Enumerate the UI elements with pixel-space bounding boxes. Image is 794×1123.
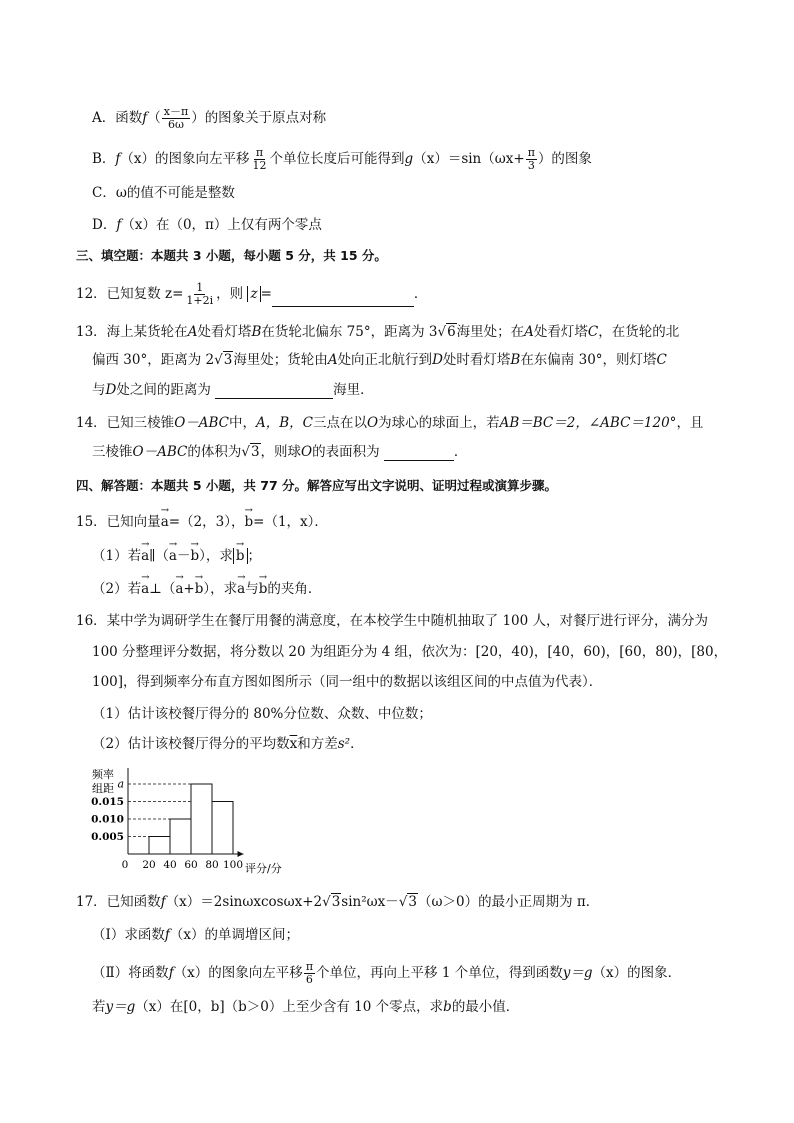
q11-option-d: D．f（x）在（0，π）上仅有两个零点 [92,217,322,233]
q11-option-b: B．f（x）的图象向左平移 $\frac{\pi}{12}$ 个单位长度后可能得到g（x）＝sin（ωx+ $\frac{\pi}{3}$ ）的图象 [92,146,592,172]
question-16-part-1: （1）估计该校餐厅得分的 80%分位数、众数、中位数； [92,706,432,722]
x-axis-label: 评分/分 [245,862,282,875]
fraction: $\frac{1}{1+2i}$ [186,281,214,307]
sqrt: √3 [214,352,233,368]
q11-option-a: A．函数f（ $\frac{x-\pi}{6\omega}$ ）的图象关于原点对称 [92,105,327,131]
y-axis-label-bottom: 组距 [92,782,114,795]
question-14-line-1: 14．已知三棱锥O－ABC中，A，B，C三点在以O为球心的球面上，若AB＝BC＝2，∠ABC＝120°，且 [76,415,704,431]
y-tick-label: 0.010 [91,813,124,826]
histogram-bar [149,837,170,855]
x-bar: $\overline{x}$ [289,736,298,752]
sqrt: √3 [241,444,260,460]
vector-a: → a [141,547,149,565]
vector-a: → a [237,580,245,598]
y-tick-label: 0.005 [91,831,124,843]
vector-a: → a [141,580,149,598]
question-13-line-1: 13．海上某货轮在A处看灯塔B在货轮北偏东 75°，距离为 3√6海里处；在A处看灯塔C，在货轮的北 [76,324,680,340]
question-17: 17．已知函数f（x）＝2sinωxcosωx+2√3sin²ωx－√3（ω＞0）的最小正周期为 π． [76,894,600,910]
x-tick-label: 80 [205,859,219,871]
sqrt: √6 [437,324,456,340]
y-tick-label: a [117,777,124,791]
section-4-heading: 四、解答题：本题共 5 小题，共 77 分。解答应写出文字说明、证明过程或演算步骤。 [76,478,558,493]
x-tick-label: 40 [163,859,177,871]
origin-label: 0 [121,859,129,871]
histogram-bar [170,819,191,854]
y-tick-label: 0.015 [91,796,124,808]
vector-a: → a [175,580,183,598]
abs-z: z [247,286,260,302]
question-16-line-1: 16．某中学为调研学生在餐厅用餐的满意度，在本校学生中随机抽取了 100 人，对餐厅进行评分，满分为 [76,613,709,629]
vector-b: → b [259,580,268,598]
sqrt: √3 [398,894,417,910]
question-16-part-2: （2）估计该校餐厅得分的平均数$\overline{x}$和方差s²． [92,736,364,752]
question-15: 15．已知向量→ a=（2，3），→ b=（1，x）． [76,513,328,531]
vector-a: → a [169,547,177,565]
fraction: $\frac{x-\pi}{6\omega}$ [163,105,189,131]
histogram-bar [191,784,212,854]
question-17-part-2: （Ⅱ）将函数f（x）的图象向左平移 $\frac{\pi}{6}$ 个单位，再向上平移 1 个单位，得到函数y＝g（x）的图象． [92,960,682,986]
question-13-line-3: 与D处之间的距离为 海里． [92,382,374,398]
section-3-heading: 三、填空题：本题共 3 小题，每小题 5 分，共 15 分。 [76,248,387,263]
fraction: $\frac{\pi}{12}$ [252,146,267,172]
question-13-line-2: 偏西 30°，距离为 2√3海里处；货轮由A处向正北航行到D处时看灯塔B在东偏南 30°，则灯塔C [92,352,667,368]
vector-b: → b [190,547,199,565]
answer-blank[interactable] [272,292,414,307]
sqrt: √3 [322,894,341,910]
question-16-line-2: 100 分整理评分数据，将分数以 20 为组距分为 4 组，依次为：[20，40)，[40，60)，[60，80)，[80， [92,644,728,660]
vector-b: → b [245,513,254,531]
frequency-histogram [88,768,308,880]
answer-blank[interactable] [215,384,333,399]
question-12: 12．已知复数 z= $\frac{1}{1+2i}$ ，则 z = ． [76,281,428,307]
x-axis-arrow [238,851,244,857]
x-tick-label: 60 [184,859,198,871]
question-15-part-2: （2）若→ a⊥（→ a+→ b），求→ a与→ b的夹角． [92,580,321,598]
question-17-part-1: （Ⅰ）求函数f（x）的单调增区间； [92,927,299,943]
question-15-part-1: （1）若→ a∥（→ a－→ b），求 → b ； [92,547,261,565]
x-tick-label: 20 [142,859,156,871]
x-tick-label: 100 [222,859,244,871]
vector-b: → b [195,580,204,598]
question-16-line-3: 100]，得到频率分布直方图如图所示（同一组中的数据以该组区间的中点值为代表）． [92,674,603,690]
fraction: $\frac{\pi}{6}$ [305,960,314,986]
vector-a: → a [161,513,169,531]
y-axis-label-top: 频率 [92,768,114,781]
question-14-line-2: 三棱锥O－ABC的体积为√3，则球O的表面积为 ． [92,444,468,460]
question-17-part-3: 若y＝g（x）在[0，b]（b＞0）上至少含有 10 个零点，求b的最小值． [92,999,520,1015]
q11-option-c: C．ω的值不可能是整数 [92,185,235,201]
vector-b: → b [236,547,245,565]
fraction: $\frac{\pi}{3}$ [527,146,535,172]
histogram-bar [212,802,233,855]
answer-blank[interactable] [384,446,454,461]
